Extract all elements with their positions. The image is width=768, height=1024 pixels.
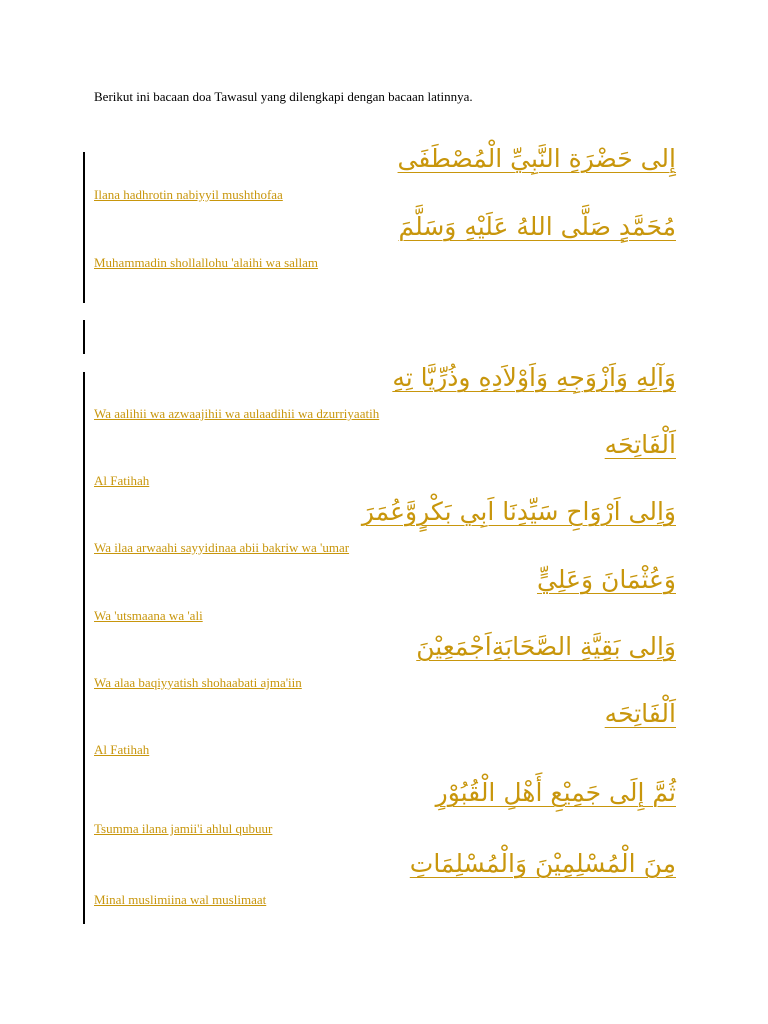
arabic-text: مِنَ الْمُسْلِمِيْنَ وَالْمُسْلِمَاتِ bbox=[409, 849, 676, 878]
arabic-text: وَاِلى اَرْوَاحِ سَيِّدِنَا اَبِي بَكْرٍوَّعُمَرَ bbox=[361, 497, 676, 526]
latin-link[interactable]: Wa ilaa arwaahi sayyidinaa abii bakriw wa 'umar bbox=[94, 540, 350, 555]
latin-link[interactable]: Wa aalihii wa azwaajihii wa aulaadihii wa dzurriyaatih bbox=[94, 406, 380, 421]
latin-link[interactable]: Al Fatihah bbox=[94, 742, 150, 757]
arabic-text: اَلْفَاتِحَه bbox=[604, 699, 676, 728]
doa-entry bbox=[94, 143, 676, 203]
latin-link[interactable]: Ilana hadhrotin nabiyyil mushthofaa bbox=[94, 187, 283, 202]
doa-entry bbox=[94, 848, 676, 908]
margin-bar bbox=[83, 152, 85, 303]
arabic-text: وَاِلى بَقِيَّةِ الصَّحَابَةِاَجْمَعِيْنَ bbox=[416, 632, 676, 661]
arabic-text: وَعُثْمَانَ وَعَلِيٍّ bbox=[536, 565, 676, 594]
arabic-text: إِلى حَضْرَةِ النَّبِيِّ الْمُصْطَفَى bbox=[397, 144, 676, 173]
arabic-text: مُحَمَّدٍ صَلَّى اللهُ عَلَيْهِ وَسَلَّمَ bbox=[398, 212, 676, 241]
doa-entry bbox=[94, 496, 676, 556]
margin-bar bbox=[83, 320, 85, 354]
latin-link[interactable]: Tsumma ilana jamii'i ahlul qubuur bbox=[94, 821, 273, 836]
arabic-text: اَلْفَاتِحَه bbox=[604, 430, 676, 459]
doa-entry bbox=[94, 698, 676, 758]
doa-entry bbox=[94, 211, 676, 271]
intro-text: Berikut ini bacaan doa Tawasul yang dilengkapi dengan bacaan latinnya. bbox=[94, 89, 473, 104]
margin-bar bbox=[83, 372, 85, 924]
doa-entry bbox=[94, 631, 676, 691]
latin-link[interactable]: Al Fatihah bbox=[94, 473, 150, 488]
arabic-text: ثُمَّ إِلَى جَمِيْعِ أَهْلِ الْقُبُوْرِ bbox=[435, 778, 676, 807]
doa-entry bbox=[94, 564, 676, 624]
latin-link[interactable]: Minal muslimiina wal muslimaat bbox=[94, 892, 267, 907]
doa-entry bbox=[94, 429, 676, 489]
doa-entry bbox=[94, 362, 676, 422]
latin-link[interactable]: Muhammadin shollallohu 'alaihi wa sallam bbox=[94, 255, 319, 270]
latin-link[interactable]: Wa alaa baqiyyatish shohaabati ajma'iin bbox=[94, 675, 302, 690]
latin-link[interactable]: Wa 'utsmaana wa 'ali bbox=[94, 608, 203, 623]
arabic-text: وَآلِهِ وَاَزْوَجِهِ وَاَوْلاَدِهِ وذُرِّيَّا تِهِ bbox=[392, 363, 676, 392]
doa-entry bbox=[94, 777, 676, 837]
